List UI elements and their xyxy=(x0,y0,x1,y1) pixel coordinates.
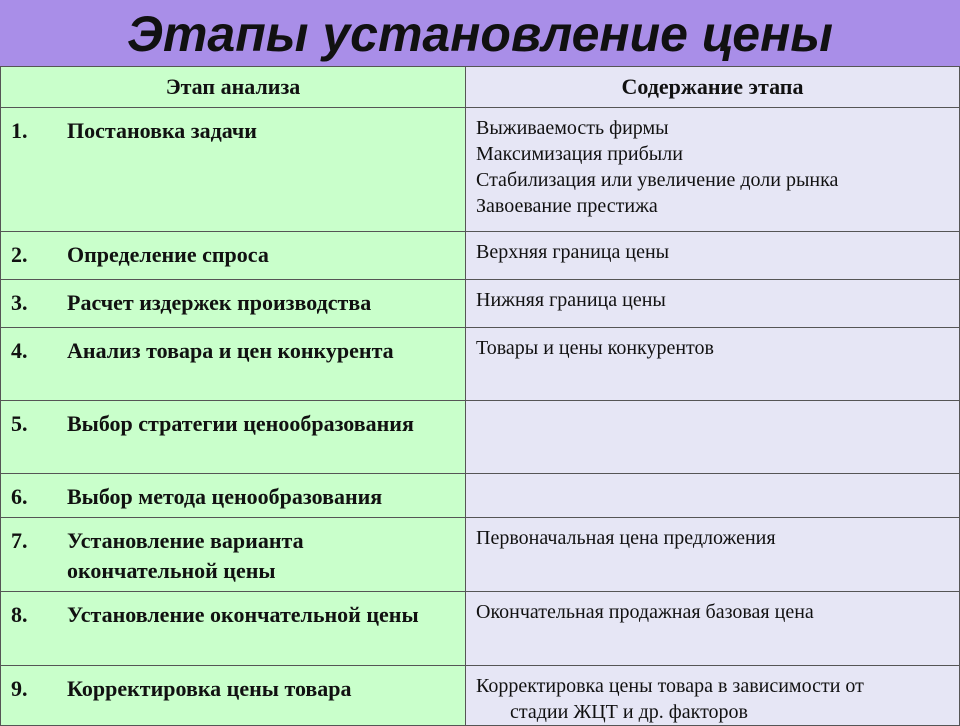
table-row xyxy=(1,592,960,666)
content-cell-empty xyxy=(466,401,960,474)
stage-cell xyxy=(1,518,466,592)
page-title: Этапы установление цены xyxy=(127,6,833,62)
content-line: Стабилизация или увеличение доли рынка xyxy=(476,169,839,191)
stage-number: 2. xyxy=(11,242,28,267)
content-line: Первоначальная цена предложения xyxy=(476,527,776,549)
stage-name: Постановка задачи xyxy=(67,118,257,143)
stage-cell xyxy=(1,666,466,726)
content-cell xyxy=(466,518,960,592)
stage-name: Установление варианта окончательной цены xyxy=(67,528,304,583)
content-line: Нижняя граница цены xyxy=(476,289,666,311)
content-line: Корректировка цены товара в зависимости от xyxy=(476,675,864,697)
header-content: Содержание этапа xyxy=(466,67,960,108)
stage-number: 5. xyxy=(11,411,28,436)
content-cell xyxy=(466,108,960,232)
stage-name: Установление окончательной цены xyxy=(67,602,419,627)
stage-name: Выбор стратегии ценообразования xyxy=(67,411,414,436)
stage-name: Выбор метода ценообразования xyxy=(67,484,383,509)
stage-number: 3. xyxy=(11,290,28,315)
stage-cell xyxy=(1,592,466,666)
stage-cell xyxy=(1,401,466,474)
content-line: Верхняя граница цены xyxy=(476,241,670,263)
stage-cell xyxy=(1,232,466,280)
stage-cell xyxy=(1,474,466,518)
content-line: Максимизация прибыли xyxy=(476,143,683,165)
stage-number: 7. xyxy=(11,528,28,553)
table-row xyxy=(1,474,960,518)
stage-cell xyxy=(1,328,466,401)
content-cell xyxy=(466,232,960,280)
stage-number: 8. xyxy=(11,602,28,627)
content-line: стадии ЖЦТ и др. факторов xyxy=(510,701,748,723)
header-stage: Этап анализа xyxy=(1,67,466,108)
table-row xyxy=(1,401,960,474)
content-cell xyxy=(466,328,960,401)
content-cell xyxy=(466,666,960,726)
stage-number: 1. xyxy=(11,118,28,143)
table-header-row xyxy=(1,67,960,108)
content-line: Товары и цены конкурентов xyxy=(476,337,714,359)
table-row xyxy=(1,518,960,592)
content-cell xyxy=(466,592,960,666)
table-row xyxy=(1,280,960,328)
title-bar xyxy=(0,0,960,66)
pricing-stages-table xyxy=(0,66,960,726)
content-line: Завоевание престижа xyxy=(476,195,658,217)
table-row xyxy=(1,666,960,726)
stage-cell xyxy=(1,280,466,328)
content-cell xyxy=(466,280,960,328)
table-row xyxy=(1,108,960,232)
content-cell-empty xyxy=(466,474,960,518)
table-row xyxy=(1,328,960,401)
stage-number: 9. xyxy=(11,676,28,701)
content-line: Окончательная продажная базовая цена xyxy=(476,601,814,623)
stage-number: 6. xyxy=(11,484,28,509)
stage-name: Корректировка цены товара xyxy=(67,676,352,701)
stage-name: Анализ товара и цен конкурента xyxy=(67,338,394,363)
stage-cell xyxy=(1,108,466,232)
content-line: Выживаемость фирмы xyxy=(476,117,669,139)
stage-name: Определение спроса xyxy=(67,242,269,267)
stage-name: Расчет издержек производства xyxy=(67,290,372,315)
table-row xyxy=(1,232,960,280)
stage-number: 4. xyxy=(11,338,28,363)
